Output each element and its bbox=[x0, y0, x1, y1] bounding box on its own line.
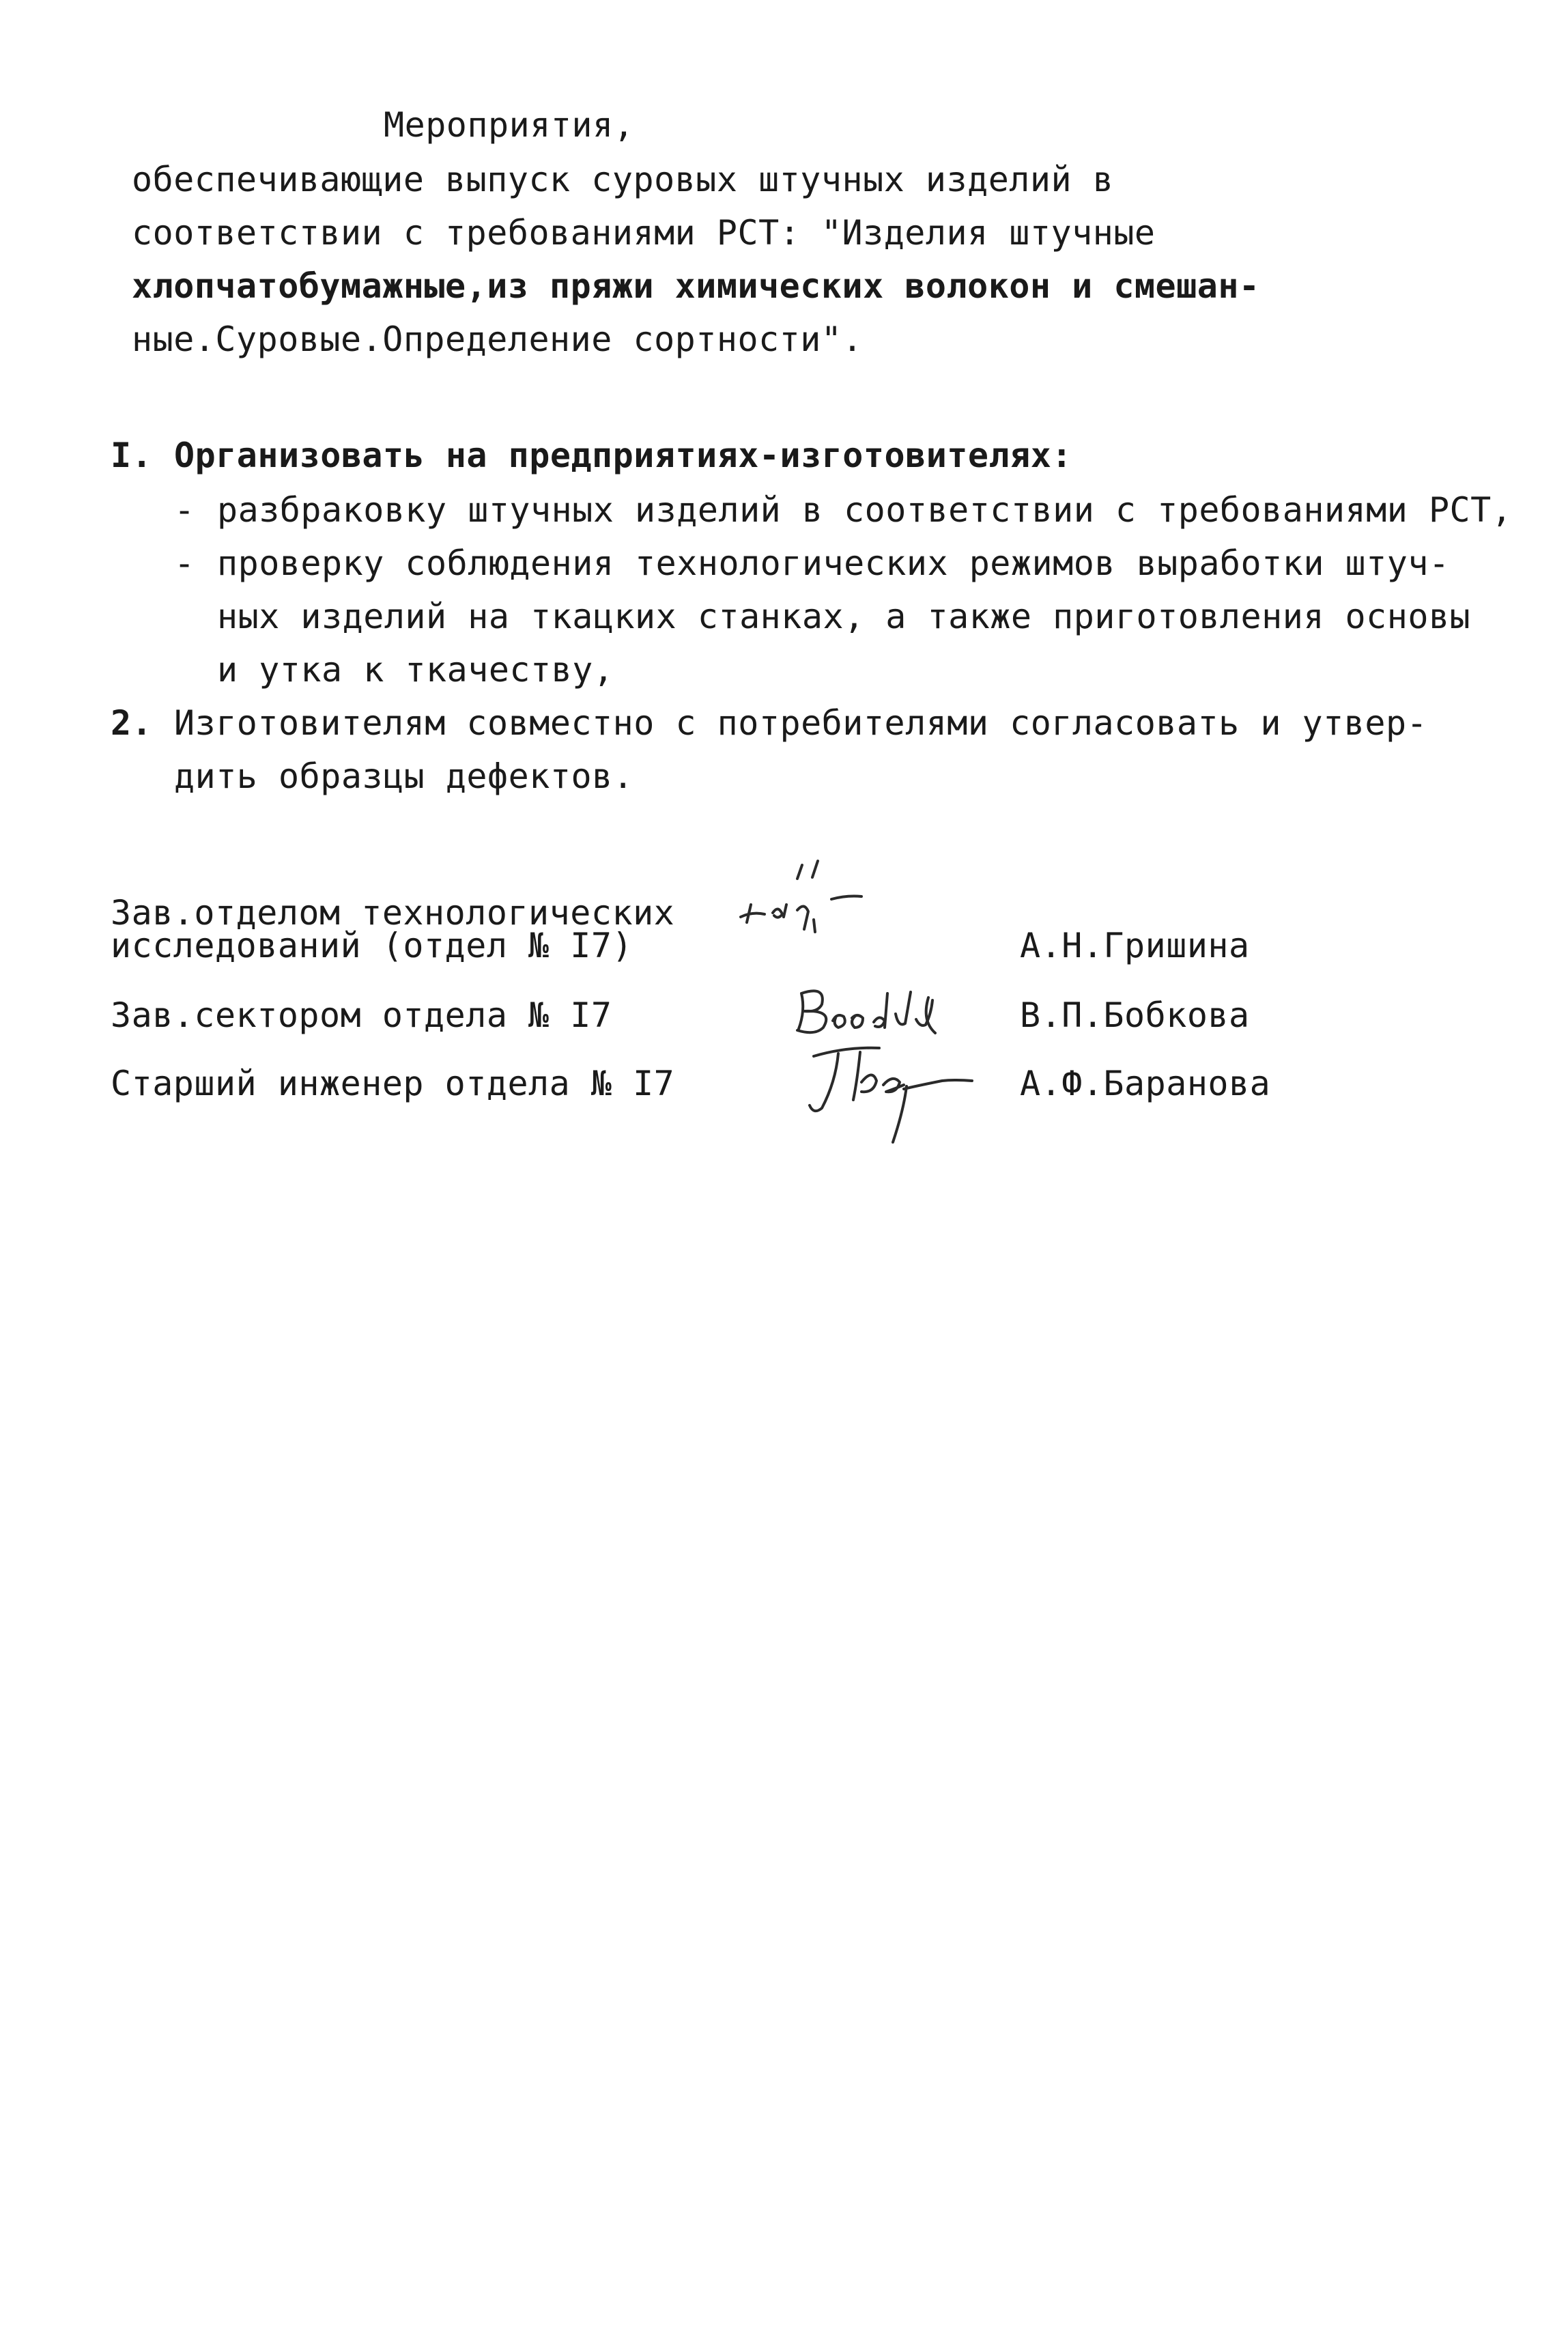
signatory-name: А.Ф.Баранова bbox=[1020, 1064, 1271, 1103]
signatory-name: В.П.Бобкова bbox=[1020, 995, 1250, 1035]
intro-line: обеспечивающие выпуск суровых штучных изделий в bbox=[132, 160, 1114, 199]
intro-line: ные.Суровые.Определение сортности". bbox=[132, 320, 864, 359]
item-number: 2. bbox=[111, 703, 153, 743]
signatory-title: исследований (отдел № I7) bbox=[111, 926, 633, 965]
handwritten-signature bbox=[806, 1041, 983, 1150]
item-line: Изготовителям совместно с потребителями согласовать и утвер- bbox=[174, 703, 1428, 743]
item-text: Организовать на предприятиях-изготовителях: bbox=[174, 436, 1072, 475]
intro-line: соответствии с требованиями РСТ: "Изделия штучные bbox=[132, 213, 1156, 253]
signatory-title: Зав.отделом технологических bbox=[111, 893, 675, 933]
signatory-name: А.Н.Гришина bbox=[1020, 926, 1250, 965]
handwritten-signature bbox=[737, 857, 901, 952]
sub-item-dash: - bbox=[174, 490, 195, 530]
sub-item-line: разбраковку штучных изделий в соответствии с требованиями РСТ, bbox=[217, 490, 1513, 530]
item-line: дить образцы дефектов. bbox=[174, 756, 634, 796]
sub-item-line: ных изделий на ткацких станках, а также приготовления основы bbox=[217, 597, 1471, 636]
intro-line: хлопчатобумажные,из пряжи химических волокон и смешан- bbox=[132, 266, 1260, 306]
signatory-title: Зав.сектором отдела № I7 bbox=[111, 995, 612, 1035]
sub-item-dash: - bbox=[174, 543, 195, 583]
sub-item-line: проверку соблюдения технологических режимов выработки штуч- bbox=[217, 543, 1450, 583]
item-number: I. bbox=[111, 436, 153, 475]
document-heading: Мероприятия, bbox=[384, 105, 635, 145]
handwritten-signature bbox=[792, 973, 969, 1048]
signatory-title: Старший инженер отдела № I7 bbox=[111, 1064, 675, 1103]
sub-item-line: и утка к ткачеству, bbox=[217, 650, 614, 690]
